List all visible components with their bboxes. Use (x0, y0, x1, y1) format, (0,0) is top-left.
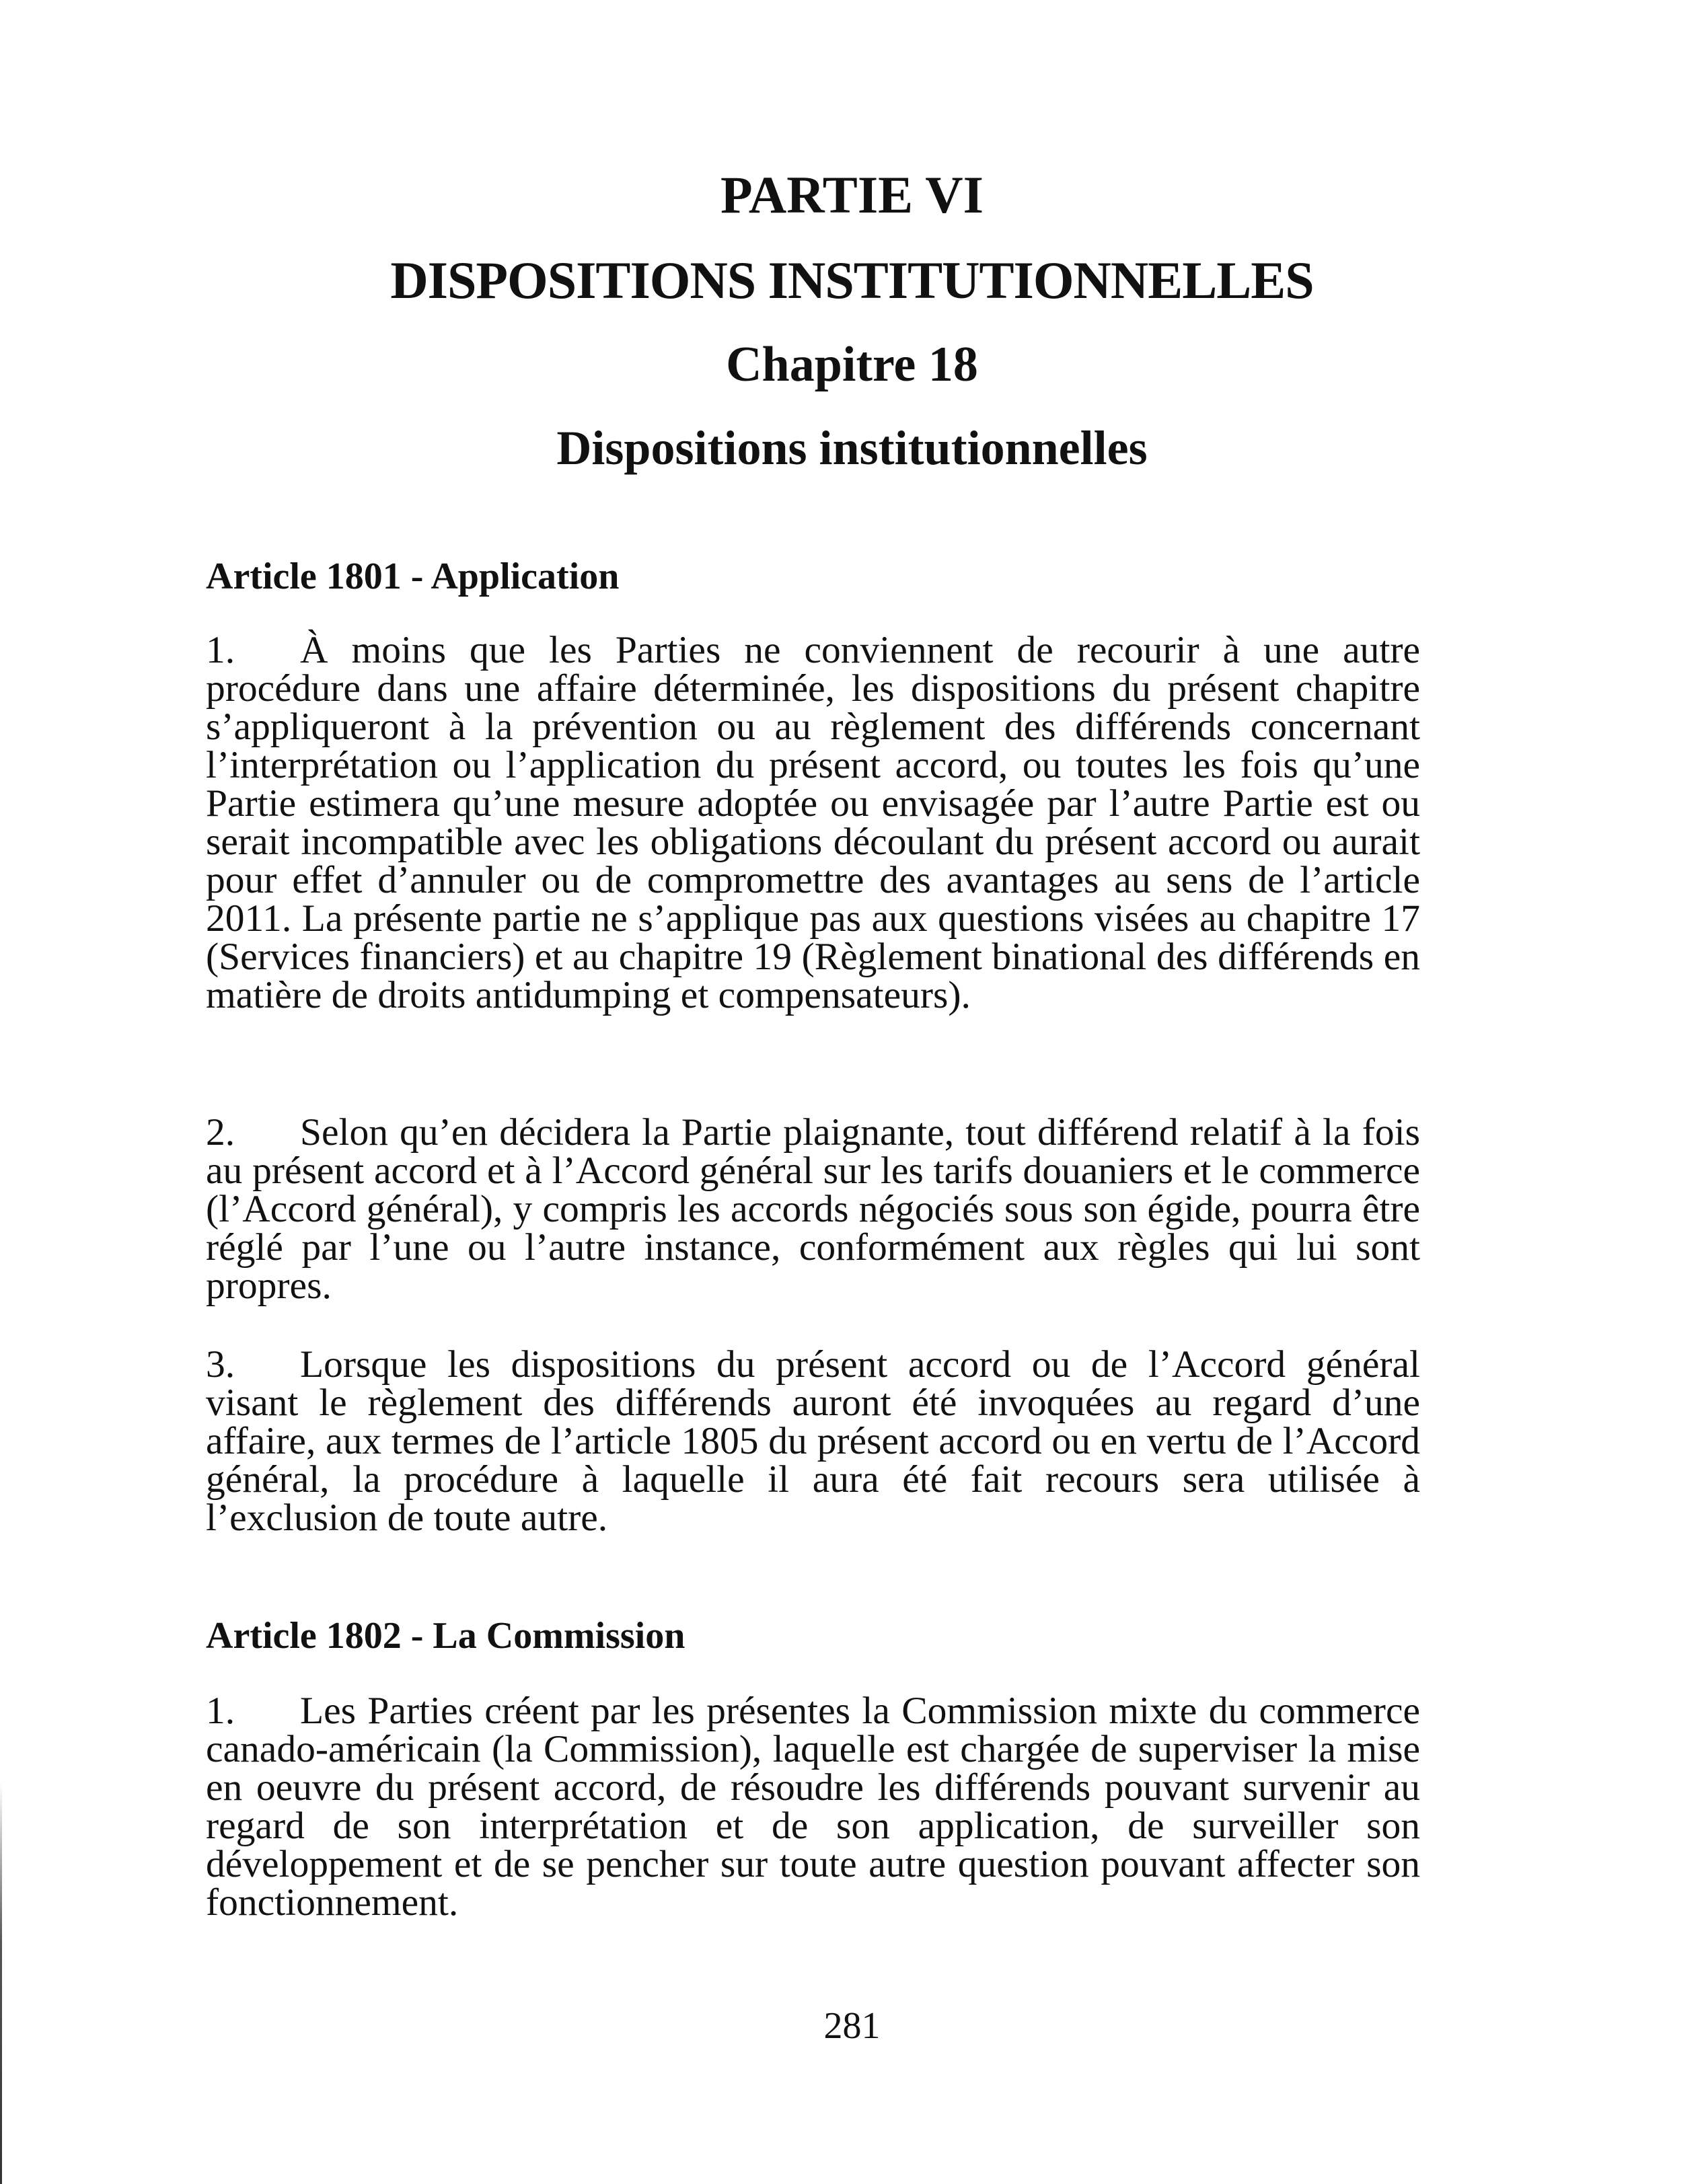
article-1802-paragraph-1 (206, 1692, 1420, 1922)
paragraph-number: 1. (206, 1690, 235, 1732)
paragraph-number: 1. (206, 629, 235, 671)
article-1801-heading: Article 1801 - Application (206, 556, 620, 597)
article-1801-paragraph-3 (206, 1345, 1420, 1537)
part-title: DISPOSITIONS INSTITUTIONNELLES (390, 251, 1314, 309)
article-1802-heading: Article 1802 - La Commission (206, 1615, 686, 1657)
chapter-heading: Chapitre 18 (726, 337, 978, 392)
paragraph-text: Les Parties créent par les présentes la Commission mixte du commerce canado-américain (la Commission), laquelle est chargée de superviser la mise en oeuvre du présent accord, de résoudre les différends pouvant survenir au regard de son interprétation et de son application, de surveiller son développement et de se pencher sur toute autre question pouvant affecter son fonctionnement. (206, 1690, 1420, 1924)
article-1801-paragraph-2 (206, 1113, 1420, 1305)
page-number: 281 (823, 2005, 881, 2047)
paragraph-text: Selon qu’en décidera la Partie plaignante, tout différend relatif à la fois au présent accord et à l’Accord général sur les tarifs douaniers et le commerce (l’Accord général), y compris les accords négociés sous son égide, pourra être réglé par l’une ou l’autre instance, conformément aux règles qui lui sont propres. (206, 1111, 1420, 1307)
paragraph-number: 3. (206, 1343, 235, 1386)
article-1801-paragraph-1 (206, 631, 1420, 1014)
paragraph-number: 2. (206, 1111, 235, 1154)
chapter-title: Dispositions institutionnelles (556, 421, 1148, 475)
paragraph-text: À moins que les Parties ne conviennent de recourir à une autre procédure dans une affaire déterminée, les dispositions du présent chapitre s’appliqueront à la prévention ou au règlement des différends concernant l’interprétation ou l’application du présent accord, ou toutes les fois qu’une Partie estimera qu’une mesure adoptée ou envisagée par l’autre Partie est ou serait incompatible avec les obligations découlant du présent accord ou aurait pour effet d’annuler ou de compromettre des avantages au sens de l’article 2011. La présente partie ne s’applique pas aux questions visées au chapitre 17 (Services financiers) et au chapitre 19 (Règlement binational des différends en matière de droits antidumping et compensateurs). (206, 629, 1420, 1016)
paragraph-text: Lorsque les dispositions du présent accord ou de l’Accord général visant le règlement des différends auront été invoquées au regard d’une affaire, aux termes de l’article 1805 du présent accord ou en vertu de l’Accord général, la procédure à laquelle il aura été fait recours sera utilisée à l’exclusion de toute autre. (206, 1343, 1420, 1539)
scan-edge-divider (0, 1782, 2, 2184)
part-heading: PARTIE VI (720, 165, 984, 224)
